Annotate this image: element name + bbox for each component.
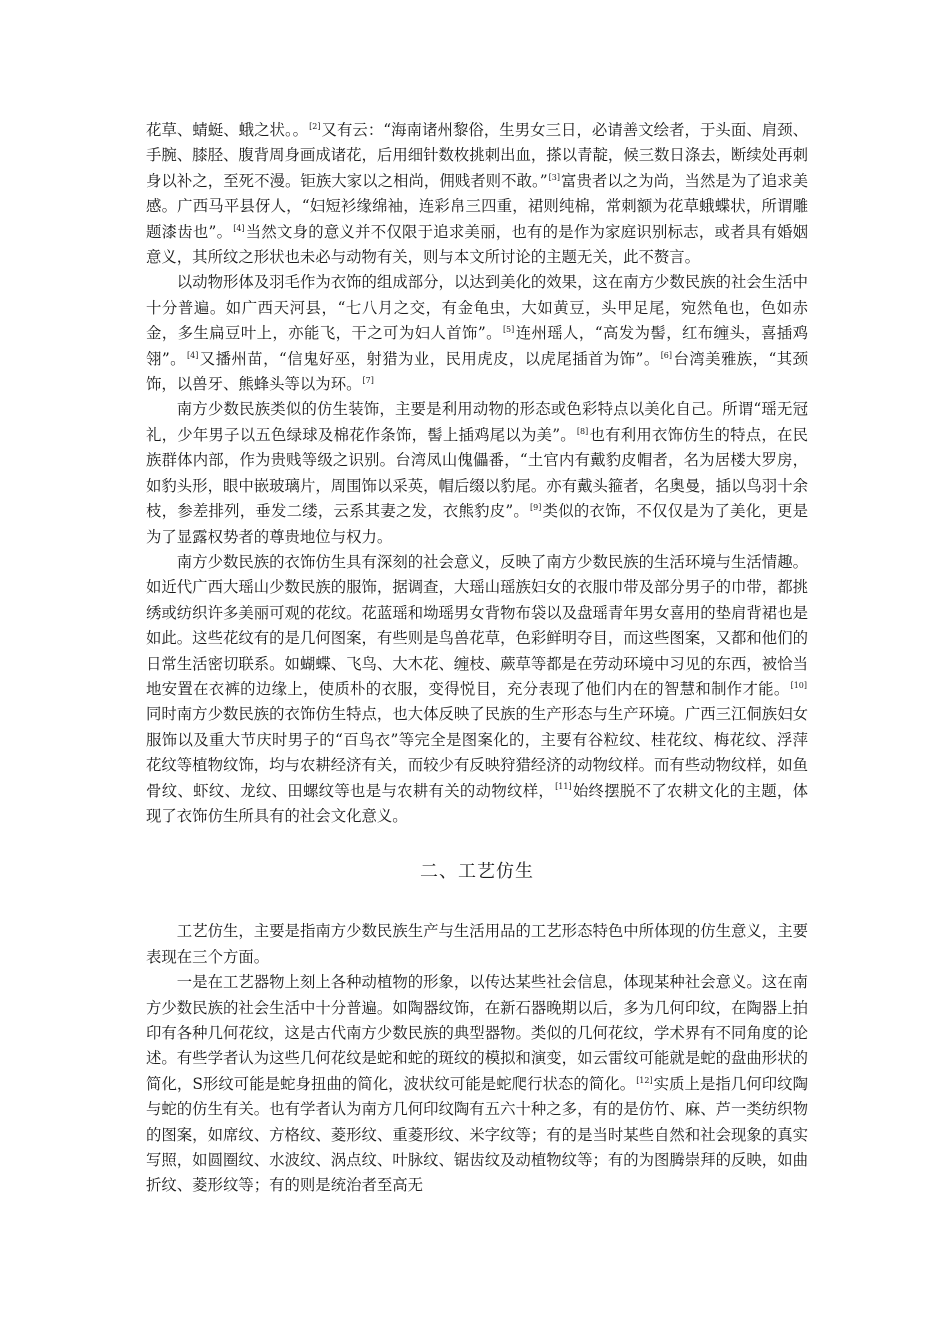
paragraph: [146, 919, 808, 970]
paragraph-text: 类似的衣饰，不仅仅是为了美化，更是为了显露权势者的尊贵地位与权力。: [146, 502, 808, 546]
section-two-body: [146, 919, 808, 1198]
paragraph-text: 连州瑶人，“高发为髻，红布缠头，喜插鸡翎”。: [146, 324, 808, 368]
paragraph-text: 一是在工艺器物上刻上各种动植物的形象，以传达某些社会信息，体现某种社会意义。这在南方少数民族的社会生活中十分普遍。如陶器纹饰，在新石器晚期以后，多为几何印纹，在陶器上拍印有各种几何花纹，这是古代南方少数民族的典型器物。类似的几何花纹，学术界有不同角度的论述。有些学者认为这些几何花纹是蛇和蛇的斑纹的模拟和演变，如云雷纹可能就是蛇的盘曲形状的简化，S形纹可能是蛇身扭曲的简化，波状纹可能是蛇爬行状态的简化。: [146, 973, 808, 1093]
paragraph: [146, 970, 808, 1199]
paragraph-text: 始终摆脱不了农耕文化的主题，体现了衣饰仿生所具有的社会文化意义。: [146, 781, 808, 825]
citation-ref: [8]: [576, 426, 589, 436]
body-text: [146, 118, 808, 1199]
paragraph-text: 南方少数民族类似的仿生装饰，主要是利用动物的形态或色彩特点以美化自己。所谓“瑶无冠礼，少年男子以五色绿球及棉花作条饰，髻上插鸡尾以为美”。: [146, 400, 808, 444]
citation-ref: [4]: [186, 350, 199, 360]
paragraph: [146, 550, 808, 829]
citation-ref: [12]: [636, 1075, 653, 1085]
citation-ref: [4]: [233, 223, 245, 233]
citation-ref: [2]: [309, 121, 321, 131]
citation-ref: [5]: [502, 325, 515, 335]
paragraph-text: 当然文身的意义并不仅限于追求美丽，也有的是作为家庭识别标志，或者具有婚姻意义，其所纹之形状也未必与动物有关，则与本文所讨论的主题无关，此不赘言。: [146, 222, 808, 267]
section-heading: 二、工艺仿生: [420, 861, 534, 883]
paragraph-text: 花草、蜻蜓、蛾之状。。: [146, 121, 309, 139]
paragraph: [146, 270, 808, 397]
paragraph-text: 同时南方少数民族的衣饰仿生特点，也大体反映了民族的生产形态与生产环境。广西三江侗族妇女服饰以及重大节庆时男子的“百鸟衣”等完全是图案化的，主要有谷粒纹、桂花纹、梅花纹、浮萍花纹等植物纹饰，均与农耕经济有关，而较少有反映狩猎经济的动物纹样。而有些动物纹样，如鱼骨纹、虾纹、龙纹、田螺纹等也是与农耕有关的动物纹样，: [146, 705, 808, 800]
citation-ref: [7]: [362, 375, 374, 385]
paragraph-text: 以动物形体及羽毛作为衣饰的组成部分，以达到美化的效果，这在南方少数民族的社会生活中十分普遍。如广西天河县，“七八月之交，有金龟虫，大如黄豆，头甲足尾，宛然龟也，色如赤金，多生扁豆叶上，亦能飞，干之可为妇人首饰”。: [146, 273, 808, 343]
citation-ref: [9]: [530, 502, 542, 512]
paragraph-text: 工艺仿生，主要是指南方少数民族生产与生活用品的工艺形态特色中所体现的仿生意义，主要表现在三个方面。: [146, 922, 808, 966]
citation-ref: [11]: [555, 782, 572, 792]
paragraph-text: 台湾美雅族，“其颈饰，以兽牙、熊蜂头等以为环。: [146, 349, 808, 394]
paragraph-text: 也有利用衣饰仿生的特点，在民族群体内部，作为贵贱等级之识别。台湾凤山傀儡番，“土官内有戴豹皮帽者，名为居楼大罗房，如豹头形，眼中嵌玻璃片，周围饰以采英，帽后缀以豹尾。亦有戴头箍者，名奥曼，插以鸟羽十余枝，参差排列，垂发二缕，云系其妻之发，衣熊豹皮”。: [146, 425, 808, 521]
paragraph-text: 又有云：“海南诸州黎俗，生男女三日，必请善文绘者，于头面、肩颈、手腕、膝胫、腹背周身画成诸花，后用细针数枚挑刺出血，搽以青靛，候三数日涤去，断续处再刺身以补之，至死不漫。钜族大家以之相尚，佣贱者则不敢。”: [146, 121, 808, 190]
section-one-continuation: [146, 118, 808, 829]
citation-ref: [10]: [790, 680, 807, 690]
paragraph: [146, 118, 808, 270]
paragraph-text: 实质上是指几何印纹陶与蛇的仿生有关。也有学者认为南方几何印纹陶有五六十种之多，有的是仿竹、麻、芦一类纺织物的图案，如席纹、方格纹、菱形纹、重菱形纹、米字纹等；有的是当时某些自然和社会现象的真实写照，如圆圈纹、水波纹、涡点纹、叶脉纹、锯齿纹及动植物纹等；有的为图腾崇拜的反映，如曲折纹、菱形纹等；有的则是统治者至高无: [146, 1074, 808, 1195]
paragraph: [146, 397, 808, 549]
citation-ref: [6]: [660, 350, 673, 360]
paragraph-text: 富贵者以之为尚，当然是为了追求美感。广西马平县伢人，“妇短衫缘绵袖，连彩帛三四重，裙则纯棉，常刺额为花草蛾蝶状，所谓雕题漆齿也”。: [146, 171, 808, 241]
paragraph-text: 又播州苗，“信鬼好巫，射猎为业，民用虎皮，以虎尾插首为饰”。: [199, 349, 660, 368]
paragraph-text: 南方少数民族的衣饰仿生具有深刻的社会意义，反映了南方少数民族的生活环境与生活情趣。如近代广西大瑶山少数民族的服饰，据调查，大瑶山瑶族妇女的衣服巾带及部分男子的巾带，都挑绣或纺织许多美丽可观的花纹。花蓝瑶和坳瑶男女背物布袋以及盘瑶青年男女喜用的垫肩背裙也是如此。这些花纹有的是几何图案，有些则是鸟兽花草，色彩鲜明夺目，而这些图案，又都和他们的日常生活密切联系。如蝴蝶、飞鸟、大木花、缠枝、蕨草等都是在劳动环境中习见的东西，被恰当地安置在衣裤的边缘上，使质朴的衣服，变得悦目，充分表现了他们内在的智慧和制作才能。: [146, 552, 808, 698]
citation-ref: [3]: [548, 172, 560, 182]
